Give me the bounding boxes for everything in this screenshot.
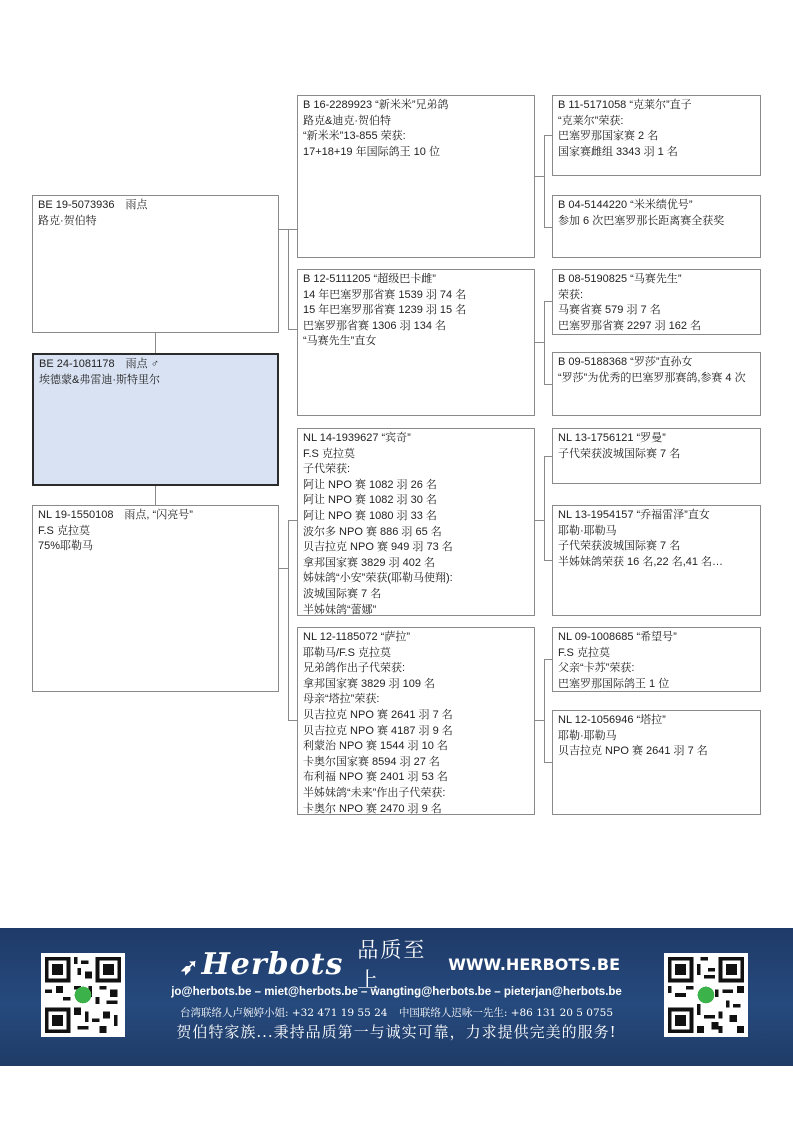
pedigree-box-ss-dam (552, 195, 761, 258)
ss-dam-line-1: 参加 6 次巴塞罗那长距离赛全获奖 (558, 214, 725, 227)
herbots-logo (180, 947, 343, 982)
connector-ds-h (534, 520, 544, 521)
dd-sire-line-2: 父亲“卡苏”荣获: (558, 662, 635, 675)
pedigree-box-sire-sire (297, 95, 535, 258)
connector-ss-h (534, 176, 544, 177)
sd-sire-ring: B 08-5190825 “马赛先生” (558, 273, 682, 285)
dam-dam-line-5: 贝吉拉克 NPO 赛 2641 羽 7 名 (303, 708, 453, 721)
logo-text: Herbots (201, 946, 344, 982)
pedigree-box-dd-dam (552, 710, 761, 815)
ss-dam-ring: B 04-5144220 “米米绩优号” (558, 199, 693, 211)
wechat-official-icon (668, 957, 744, 1033)
wechat-contact-icon (45, 957, 121, 1033)
ss-sire-line-2: 巴塞罗那国家赛 2 名 (558, 130, 659, 143)
dd-dam-line-2: 贝吉拉克 NPO 赛 2641 羽 7 名 (558, 745, 708, 758)
sire-sire-line-2: “新米米”13-855 荣获: (303, 130, 406, 143)
pedigree-box-sire-dam (297, 269, 535, 416)
ds-dam-line-1: 耶勒·耶勒马 (558, 524, 617, 537)
connector-sd-h (534, 342, 544, 343)
dam-dam-line-10: 半姊妹鸽“未来”作出子代荣获: (303, 786, 446, 799)
dam-sire-line-3: 阿让 NPO 赛 1082 羽 26 名 (303, 478, 437, 491)
ds-sire-line-1: 子代荣获波城国际赛 7 名 (558, 447, 681, 460)
subject-ring: BE 24-1081178 雨点 ♂ (39, 358, 159, 370)
dam-sire-line-7: 贝吉拉克 NPO 赛 949 羽 73 名 (303, 541, 453, 554)
connector-ds-v (544, 456, 545, 560)
dam-sire-ring: NL 14-1939627 “宾奇” (303, 432, 411, 444)
sd-sire-line-1: 荣获: (558, 288, 584, 301)
dam-sire-line-1: F.S 克拉莫 (303, 447, 355, 460)
dam-dam-line-9: 布利福 NPO 赛 2401 羽 53 名 (303, 771, 448, 784)
ds-dam-line-3: 半姊妹鸽荣获 16 名,22 名,41 名… (558, 555, 724, 568)
dam-dam-line-7: 利蒙治 NPO 赛 1544 羽 10 名 (303, 740, 448, 753)
pedigree-box-dam-dam (297, 627, 535, 815)
phone-china: 中国联络人迟咏一先生: +86 131 20 5 0755 (398, 1007, 614, 1019)
sd-sire-line-2: 马赛省赛 579 羽 7 名 (558, 304, 661, 317)
sire-owner: 路克·贺伯特 (38, 214, 97, 227)
email-contacts[interactable]: jo@herbots.be – miet@herbots.be – wangting@herbots.be – pieterjan@herbots.be (171, 986, 622, 998)
pedigree-box-sd-sire (552, 269, 761, 335)
connector-dam-parents-h (278, 568, 288, 569)
sire-ring: BE 19-5073936 雨点 (38, 199, 148, 211)
pedigree-box-dam-sire (297, 428, 535, 616)
sire-dam-line-1: 14 年巴塞罗那省赛 1539 羽 74 名 (303, 288, 467, 301)
dam-sire-line-11: 半姊妹鸽“蕾娜” (303, 603, 377, 616)
connector-dd-h (534, 720, 544, 721)
sire-sire-line-1: 路克&迪克·贺伯特 (303, 114, 391, 127)
dam-sire-line-9: 姊妹鸽“小安”荣获(耶勒马使翔): (303, 572, 453, 585)
pedigree-box-ds-dam (552, 505, 761, 616)
sd-dam-line-1: “罗莎”为优秀的巴塞罗那赛鸽,参赛 4 次 (558, 371, 746, 384)
sire-dam-line-3: 巴塞罗那省赛 1306 羽 134 名 (303, 319, 447, 332)
website-link[interactable]: WWW.HERBOTS.BE (448, 954, 620, 974)
dd-sire-line-3: 巴塞罗那国际鸽王 1 位 (558, 677, 670, 690)
qr-code-left[interactable] (41, 953, 125, 1037)
pedigree-box-sire (32, 195, 279, 333)
subject-owner: 埃德蒙&弗雷迪·斯特里尔 (39, 373, 160, 386)
dam-dam-line-8: 卡奥尔国家赛 8594 羽 27 名 (303, 755, 440, 768)
dam-note: 75%耶勒马 (38, 540, 94, 553)
dam-dam-line-4: 母亲“塔拉”荣获: (303, 693, 380, 706)
dam-sire-line-10: 波城国际赛 7 名 (303, 587, 382, 600)
dd-sire-line-1: F.S 克拉莫 (558, 646, 610, 659)
dd-dam-line-1: 耶勒·耶勒马 (558, 729, 617, 742)
dam-dam-ring: NL 12-1185072 “萨拉” (303, 631, 410, 643)
qr-code-right[interactable] (664, 953, 748, 1037)
brand-row (180, 938, 620, 992)
connector-ss-v (544, 135, 545, 227)
dd-dam-ring: NL 12-1056946 “塔拉” (558, 714, 666, 726)
sire-sire-line-3: 17+18+19 年国际鸽王 10 位 (303, 145, 440, 158)
dam-sire-line-4: 阿让 NPO 赛 1082 羽 30 名 (303, 494, 437, 507)
ds-dam-ring: NL 13-1954157 “乔福雷泽”直女 (558, 509, 710, 521)
pedigree-box-subject (32, 353, 279, 486)
sire-dam-line-2: 15 年巴塞罗那省赛 1239 羽 15 名 (303, 304, 467, 317)
dd-sire-ring: NL 09-1008685 “希望号” (558, 631, 677, 643)
dam-dam-line-2: 兄弟鸽作出子代荣获: (303, 662, 406, 675)
sire-dam-line-4: “马赛先生”直女 (303, 335, 377, 348)
pedigree-box-dd-sire (552, 627, 761, 692)
pedigree-box-ss-sire (552, 95, 761, 176)
phone-contacts (140, 1005, 653, 1020)
motto: 贺伯特家族...秉持品质第一与诚实可靠，力求提供完美的服务! (176, 1023, 617, 1041)
connector-sd-v (544, 301, 545, 384)
pedigree-box-ds-sire (552, 428, 761, 484)
connector-dam-parents-v (288, 520, 289, 720)
ss-sire-ring: B 11-5171058 “克莱尔”直子 (558, 99, 692, 111)
slogan: 品质至上 (357, 938, 427, 992)
connector-dam-up (155, 485, 156, 506)
dam-dam-line-1: 耶勒马/F.S 克拉莫 (303, 646, 392, 659)
dam-dam-line-11: 卡奥尔 NPO 赛 2470 羽 9 名 (303, 802, 442, 815)
dam-owner: F.S 克拉莫 (38, 524, 90, 537)
pedigree-box-sd-dam (552, 352, 761, 416)
sire-sire-ring: B 16-2289923 “新米米”兄弟鸽 (303, 99, 449, 111)
ss-sire-line-1: “克莱尔”荣获: (558, 114, 624, 127)
dam-sire-line-2: 子代荣获: (303, 463, 351, 476)
dam-sire-line-6: 波尔多 NPO 赛 886 羽 65 名 (303, 525, 442, 538)
connector-sire-down (155, 332, 156, 354)
sd-sire-line-3: 巴塞罗那省赛 2297 羽 162 名 (558, 319, 702, 332)
footer-banner (0, 928, 793, 1066)
connector-dd-v (544, 659, 545, 762)
sd-dam-ring: B 09-5188368 “罗莎”直孙女 (558, 356, 693, 368)
dam-sire-line-8: 拿邦国家赛 3829 羽 402 名 (303, 556, 436, 569)
sire-dam-ring: B 12-5111205 “超级巴卡雌” (303, 273, 436, 285)
dam-ring: NL 19-1550108 雨点, “闪亮号” (38, 509, 193, 521)
pedigree-box-dam (32, 505, 279, 692)
connector-sire-parents-h (278, 229, 288, 230)
ss-sire-line-3: 国家赛雌组 3343 羽 1 名 (558, 145, 678, 158)
dam-dam-line-6: 贝吉拉克 NPO 赛 4187 羽 9 名 (303, 724, 453, 737)
connector-sire-parents-v (288, 229, 289, 329)
phone-taiwan: 台湾联络人卢婉婷小姐: +32 471 19 55 24 (179, 1007, 388, 1019)
bird-logo-icon: ➶ (180, 953, 200, 980)
dam-dam-line-3: 拿邦国家赛 3829 羽 109 名 (303, 677, 436, 690)
dam-sire-line-5: 阿让 NPO 赛 1080 羽 33 名 (303, 509, 437, 522)
ds-dam-line-2: 子代荣获波城国际赛 7 名 (558, 540, 681, 553)
ds-sire-ring: NL 13-1756121 “罗曼” (558, 432, 666, 444)
